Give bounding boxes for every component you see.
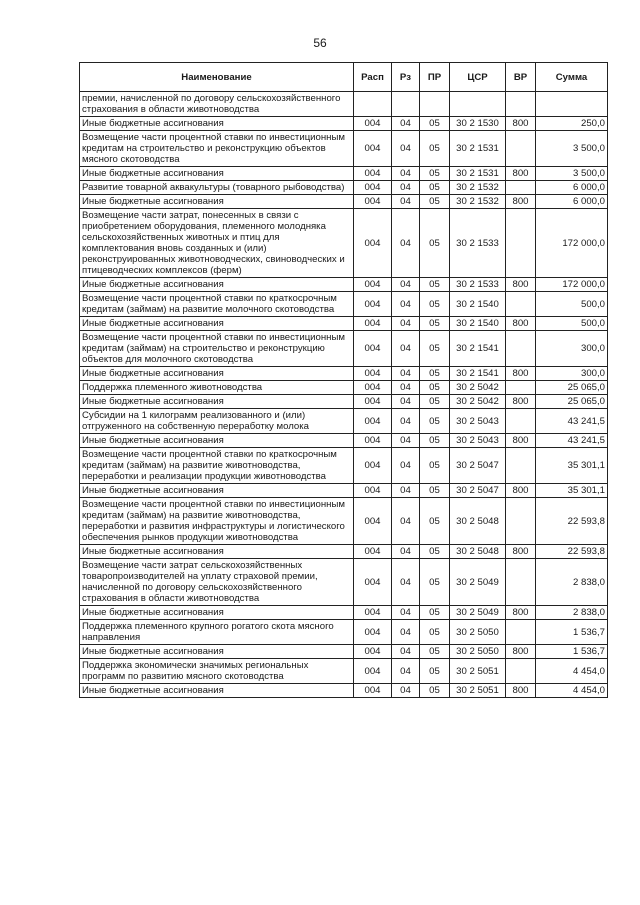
cell-sum (536, 92, 608, 117)
cell-rz: 04 (392, 292, 420, 317)
cell-sum: 2 838,0 (536, 606, 608, 620)
cell-sum: 6 000,0 (536, 195, 608, 209)
cell-rasp: 004 (354, 317, 392, 331)
cell-sum: 3 500,0 (536, 167, 608, 181)
cell-sum: 300,0 (536, 367, 608, 381)
cell-name: Поддержка экономически значимых региональных программ по развитию мясного скотоводства (80, 659, 354, 684)
cell-vr: 800 (506, 645, 536, 659)
cell-name: Иные бюджетные ассигнования (80, 195, 354, 209)
cell-rasp: 004 (354, 331, 392, 367)
cell-rasp: 004 (354, 448, 392, 484)
cell-pr: 05 (420, 117, 450, 131)
cell-rasp: 004 (354, 167, 392, 181)
table-row (80, 645, 608, 659)
cell-vr: 800 (506, 434, 536, 448)
cell-rz: 04 (392, 131, 420, 167)
cell-rasp: 004 (354, 684, 392, 698)
cell-rasp (354, 92, 392, 117)
table-header-row (80, 63, 608, 92)
table-row (80, 559, 608, 606)
cell-vr: 800 (506, 545, 536, 559)
cell-rasp: 004 (354, 545, 392, 559)
cell-rasp: 004 (354, 434, 392, 448)
table-row (80, 209, 608, 278)
cell-sum: 25 065,0 (536, 395, 608, 409)
cell-rz: 04 (392, 367, 420, 381)
cell-name: Иные бюджетные ассигнования (80, 484, 354, 498)
cell-csr: 30 2 1530 (450, 117, 506, 131)
cell-rz: 04 (392, 209, 420, 278)
cell-pr: 05 (420, 659, 450, 684)
table-row (80, 484, 608, 498)
cell-csr: 30 2 1531 (450, 167, 506, 181)
cell-name: Иные бюджетные ассигнования (80, 117, 354, 131)
cell-name: Иные бюджетные ассигнования (80, 645, 354, 659)
cell-csr: 30 2 5043 (450, 409, 506, 434)
cell-pr: 05 (420, 484, 450, 498)
cell-vr: 800 (506, 278, 536, 292)
cell-vr (506, 381, 536, 395)
cell-csr: 30 2 5049 (450, 559, 506, 606)
header-sum: Сумма (536, 63, 608, 92)
cell-sum: 6 000,0 (536, 181, 608, 195)
cell-name: Поддержка племенного крупного рогатого скота мясного направления (80, 620, 354, 645)
cell-rasp: 004 (354, 367, 392, 381)
cell-csr: 30 2 1541 (450, 367, 506, 381)
cell-rasp: 004 (354, 559, 392, 606)
cell-csr: 30 2 1531 (450, 131, 506, 167)
cell-vr (506, 292, 536, 317)
cell-csr: 30 2 5047 (450, 448, 506, 484)
table-row (80, 317, 608, 331)
cell-csr: 30 2 5051 (450, 659, 506, 684)
cell-name: Иные бюджетные ассигнования (80, 606, 354, 620)
cell-pr: 05 (420, 448, 450, 484)
cell-name: Иные бюджетные ассигнования (80, 167, 354, 181)
cell-vr (506, 620, 536, 645)
cell-rz: 04 (392, 448, 420, 484)
cell-vr (506, 331, 536, 367)
table-row (80, 181, 608, 195)
cell-sum: 4 454,0 (536, 659, 608, 684)
cell-pr: 05 (420, 409, 450, 434)
table-row (80, 292, 608, 317)
header-vr: ВР (506, 63, 536, 92)
table-row (80, 117, 608, 131)
header-csr: ЦСР (450, 63, 506, 92)
cell-vr: 800 (506, 367, 536, 381)
cell-csr: 30 2 1533 (450, 209, 506, 278)
cell-vr: 800 (506, 484, 536, 498)
cell-name: Возмещение части процентной ставки по инвестиционным кредитам (займам) на строительство и реконструкцию объектов для молочного скотоводства (80, 331, 354, 367)
cell-rasp: 004 (354, 620, 392, 645)
cell-name: Возмещение части затрат, понесенных в связи с приобретением оборудования, племенного молодняка сельскохозяйственных животных и птиц для комплектования вновь созданных и (или) реконструированных животноводческих, свиноводческих и птицеводческих комплексов (ферм) (80, 209, 354, 278)
cell-rasp: 004 (354, 659, 392, 684)
cell-vr (506, 559, 536, 606)
cell-rz: 04 (392, 195, 420, 209)
cell-rz: 04 (392, 381, 420, 395)
cell-rasp: 004 (354, 117, 392, 131)
cell-pr: 05 (420, 498, 450, 545)
cell-sum: 43 241,5 (536, 434, 608, 448)
cell-rasp: 004 (354, 181, 392, 195)
cell-name: Иные бюджетные ассигнования (80, 278, 354, 292)
cell-pr: 05 (420, 684, 450, 698)
table-row (80, 278, 608, 292)
cell-vr: 800 (506, 606, 536, 620)
cell-sum: 35 301,1 (536, 484, 608, 498)
cell-csr: 30 2 5043 (450, 434, 506, 448)
table-row (80, 395, 608, 409)
cell-name: Возмещение части затрат сельскохозяйственных товаропроизводителей на уплату страховой премии, начисленной по договору сельскохозяйственного страхования в области животноводства (80, 559, 354, 606)
cell-pr: 05 (420, 131, 450, 167)
cell-name: премии, начисленной по договору сельскохозяйственного страхования в области животноводства (80, 92, 354, 117)
cell-sum: 22 593,8 (536, 498, 608, 545)
cell-csr: 30 2 1540 (450, 292, 506, 317)
cell-pr: 05 (420, 381, 450, 395)
cell-sum: 250,0 (536, 117, 608, 131)
cell-rasp: 004 (354, 484, 392, 498)
cell-name: Возмещение части процентной ставки по инвестиционным кредитам на строительство и реконструкцию объектов мясного скотоводства (80, 131, 354, 167)
table-row (80, 545, 608, 559)
table-row (80, 381, 608, 395)
table-row (80, 659, 608, 684)
cell-rasp: 004 (354, 209, 392, 278)
cell-name: Поддержка племенного животноводства (80, 381, 354, 395)
cell-rz: 04 (392, 559, 420, 606)
cell-rz: 04 (392, 498, 420, 545)
cell-csr: 30 2 1533 (450, 278, 506, 292)
cell-name: Иные бюджетные ассигнования (80, 545, 354, 559)
cell-vr (506, 131, 536, 167)
cell-vr: 800 (506, 317, 536, 331)
cell-rasp: 004 (354, 409, 392, 434)
cell-rz: 04 (392, 395, 420, 409)
cell-pr: 05 (420, 434, 450, 448)
cell-vr (506, 181, 536, 195)
cell-sum: 3 500,0 (536, 131, 608, 167)
cell-pr (420, 92, 450, 117)
header-pr: ПР (420, 63, 450, 92)
cell-rz: 04 (392, 434, 420, 448)
table-row (80, 92, 608, 117)
cell-rz: 04 (392, 181, 420, 195)
cell-csr: 30 2 1532 (450, 195, 506, 209)
cell-name: Иные бюджетные ассигнования (80, 367, 354, 381)
cell-sum: 500,0 (536, 292, 608, 317)
cell-sum: 500,0 (536, 317, 608, 331)
cell-pr: 05 (420, 545, 450, 559)
cell-pr: 05 (420, 195, 450, 209)
header-rz: Рз (392, 63, 420, 92)
table-row (80, 131, 608, 167)
cell-vr: 800 (506, 117, 536, 131)
cell-rz: 04 (392, 331, 420, 367)
header-rasp: Расп (354, 63, 392, 92)
cell-sum: 2 838,0 (536, 559, 608, 606)
cell-sum: 300,0 (536, 331, 608, 367)
table-row (80, 167, 608, 181)
cell-name: Иные бюджетные ассигнования (80, 395, 354, 409)
cell-name: Возмещение части процентной ставки по инвестиционным кредитам (займам) на развитие животноводства, переработки и развития инфраструктуры и логистического обеспечения рынков продукции животноводства (80, 498, 354, 545)
cell-rasp: 004 (354, 131, 392, 167)
cell-rz: 04 (392, 606, 420, 620)
cell-rz (392, 92, 420, 117)
cell-rz: 04 (392, 684, 420, 698)
cell-rasp: 004 (354, 292, 392, 317)
cell-pr: 05 (420, 395, 450, 409)
budget-table (79, 62, 608, 698)
cell-rasp: 004 (354, 645, 392, 659)
cell-vr (506, 92, 536, 117)
cell-vr: 800 (506, 195, 536, 209)
cell-rz: 04 (392, 278, 420, 292)
cell-rz: 04 (392, 409, 420, 434)
cell-csr: 30 2 5042 (450, 395, 506, 409)
cell-csr: 30 2 5048 (450, 498, 506, 545)
cell-pr: 05 (420, 620, 450, 645)
cell-rz: 04 (392, 659, 420, 684)
cell-csr (450, 92, 506, 117)
cell-vr (506, 498, 536, 545)
cell-csr: 30 2 5049 (450, 606, 506, 620)
cell-name: Субсидии на 1 килограмм реализованного и (или) отгруженного на собственную переработку молока (80, 409, 354, 434)
table-row (80, 448, 608, 484)
cell-csr: 30 2 5048 (450, 545, 506, 559)
table-row (80, 331, 608, 367)
cell-csr: 30 2 1540 (450, 317, 506, 331)
cell-rz: 04 (392, 545, 420, 559)
cell-sum: 35 301,1 (536, 448, 608, 484)
table-row (80, 620, 608, 645)
cell-pr: 05 (420, 331, 450, 367)
cell-rz: 04 (392, 484, 420, 498)
cell-pr: 05 (420, 292, 450, 317)
cell-rasp: 004 (354, 395, 392, 409)
cell-name: Возмещение части процентной ставки по краткосрочным кредитам (займам) на развитие молочного скотоводства (80, 292, 354, 317)
cell-rasp: 004 (354, 381, 392, 395)
cell-sum: 1 536,7 (536, 620, 608, 645)
table-row (80, 367, 608, 381)
cell-sum: 4 454,0 (536, 684, 608, 698)
cell-pr: 05 (420, 181, 450, 195)
cell-sum: 172 000,0 (536, 278, 608, 292)
cell-rz: 04 (392, 620, 420, 645)
cell-pr: 05 (420, 645, 450, 659)
cell-rz: 04 (392, 317, 420, 331)
cell-pr: 05 (420, 606, 450, 620)
cell-sum: 1 536,7 (536, 645, 608, 659)
cell-csr: 30 2 5051 (450, 684, 506, 698)
cell-pr: 05 (420, 209, 450, 278)
cell-csr: 30 2 1541 (450, 331, 506, 367)
cell-rasp: 004 (354, 195, 392, 209)
cell-sum: 172 000,0 (536, 209, 608, 278)
cell-rasp: 004 (354, 606, 392, 620)
table-row (80, 684, 608, 698)
cell-csr: 30 2 5050 (450, 645, 506, 659)
cell-vr (506, 409, 536, 434)
cell-pr: 05 (420, 167, 450, 181)
cell-pr: 05 (420, 559, 450, 606)
cell-pr: 05 (420, 367, 450, 381)
page-number: 56 (313, 36, 327, 50)
cell-name: Иные бюджетные ассигнования (80, 434, 354, 448)
cell-rz: 04 (392, 645, 420, 659)
cell-name: Возмещение части процентной ставки по краткосрочным кредитам (займам) на развитие животноводства, переработки и реализации продукции животноводства (80, 448, 354, 484)
cell-csr: 30 2 1532 (450, 181, 506, 195)
cell-sum: 22 593,8 (536, 545, 608, 559)
cell-vr: 800 (506, 167, 536, 181)
cell-sum: 43 241,5 (536, 409, 608, 434)
table-body (80, 92, 608, 698)
cell-pr: 05 (420, 278, 450, 292)
cell-name: Иные бюджетные ассигнования (80, 317, 354, 331)
table-row (80, 434, 608, 448)
cell-csr: 30 2 5050 (450, 620, 506, 645)
table-row (80, 606, 608, 620)
cell-vr: 800 (506, 684, 536, 698)
cell-rasp: 004 (354, 498, 392, 545)
cell-vr (506, 448, 536, 484)
table-row (80, 498, 608, 545)
header-name: Наименование (80, 63, 354, 92)
cell-rz: 04 (392, 117, 420, 131)
cell-name: Развитие товарной аквакультуры (товарного рыбоводства) (80, 181, 354, 195)
cell-csr: 30 2 5042 (450, 381, 506, 395)
cell-vr (506, 659, 536, 684)
cell-vr (506, 209, 536, 278)
cell-sum: 25 065,0 (536, 381, 608, 395)
cell-csr: 30 2 5047 (450, 484, 506, 498)
cell-rasp: 004 (354, 278, 392, 292)
cell-name: Иные бюджетные ассигнования (80, 684, 354, 698)
table-row (80, 409, 608, 434)
cell-rz: 04 (392, 167, 420, 181)
cell-vr: 800 (506, 395, 536, 409)
cell-pr: 05 (420, 317, 450, 331)
table-row (80, 195, 608, 209)
